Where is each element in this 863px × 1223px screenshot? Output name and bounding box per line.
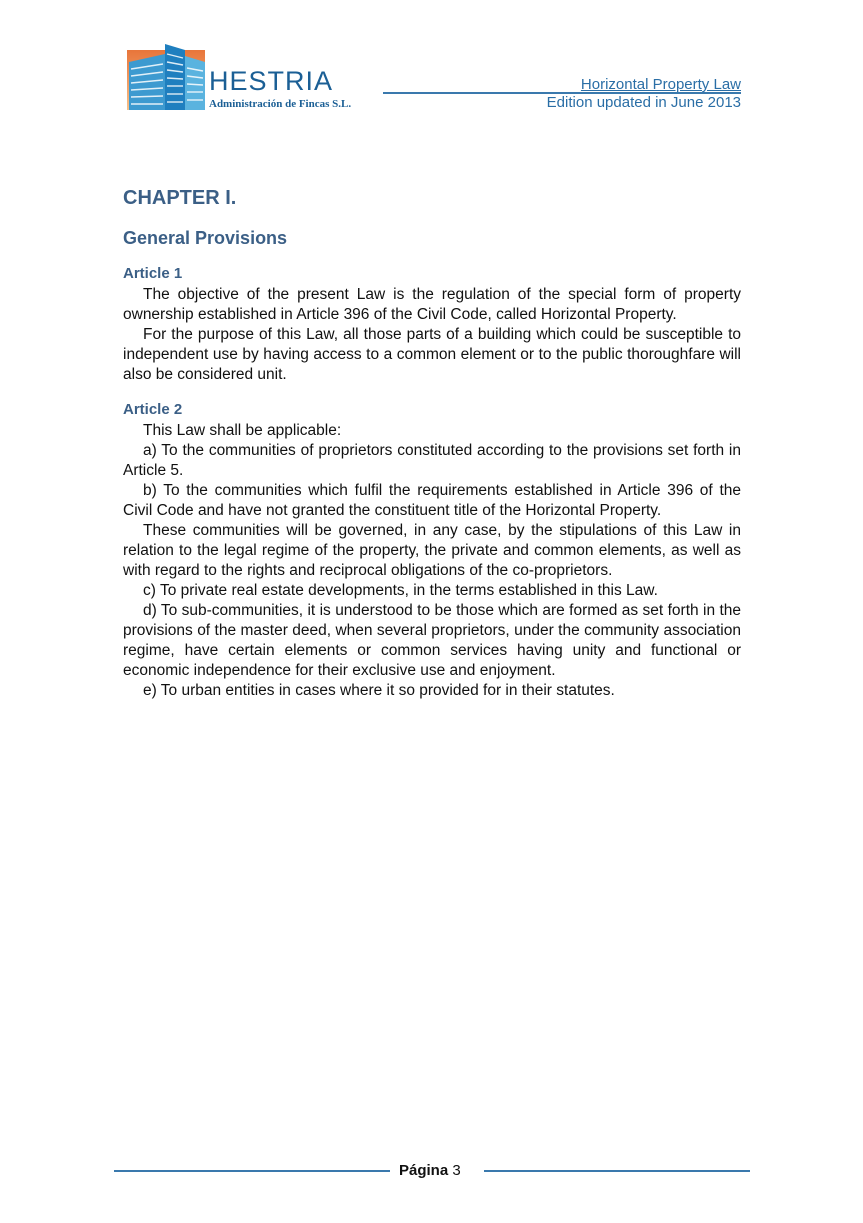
building-logo-icon (125, 42, 209, 112)
page-number-label (399, 1162, 461, 1180)
logo-name: HESTRIA (209, 66, 334, 96)
article-2-paragraph: This Law shall be applicable: (143, 422, 342, 439)
footer-divider-left (114, 1170, 390, 1172)
article-2-paragraph: These communities will be governed, in any case, by the stipulations of this Law in relation to the legal regime of the property, the private and common elements, as well as with regard to the rights and reciprocal obligations of the co-proprietors. (123, 522, 741, 579)
document-body (123, 186, 741, 701)
company-logo (125, 42, 375, 114)
article-2-item-c: c) To private real estate developments, in the terms established in this Law. (143, 582, 658, 599)
section-title: General Provisions (123, 228, 288, 248)
footer-divider-right (484, 1170, 750, 1172)
article-1-paragraph: For the purpose of this Law, all those parts of a building which could be susceptible to independent use by having access to a common element or to the public thoroughfare will also be considered unit. (123, 326, 741, 383)
article-2-item-b: b) To the communities which fulfil the requirements established in Article 396 of the Civil Code and have not granted the constituent title of the Horizontal Property. (123, 482, 741, 519)
article-2-item-d: d) To sub-communities, it is understood to be those which are formed as set forth in the provisions of the master deed, when several proprietors, under the community association regime, have certain elements or common services having unity and functional or economic independence for their exclusive use and enjoyment. (123, 602, 741, 679)
article-2-item-a: a) To the communities of proprietors constituted according to the provisions set forth in Article 5. (123, 442, 741, 479)
article-1-title: Article 1 (123, 265, 183, 282)
article-2-title: Article 2 (123, 401, 183, 418)
page-number: 3 (452, 1162, 461, 1179)
chapter-heading: CHAPTER I. (123, 187, 237, 209)
edition-note: Edition updated in June 2013 (546, 94, 741, 111)
document-title: Horizontal Property Law (580, 76, 741, 93)
logo-subtitle: Administración de Fincas S.L. (209, 98, 352, 110)
article-1-paragraph: The objective of the present Law is the regulation of the special form of property ownership established in Article 396 of the Civil Code, called Horizontal Property. (123, 286, 741, 323)
article-2-item-e: e) To urban entities in cases where it so provided for in their statutes. (143, 682, 615, 699)
page-label: Página (399, 1162, 449, 1179)
